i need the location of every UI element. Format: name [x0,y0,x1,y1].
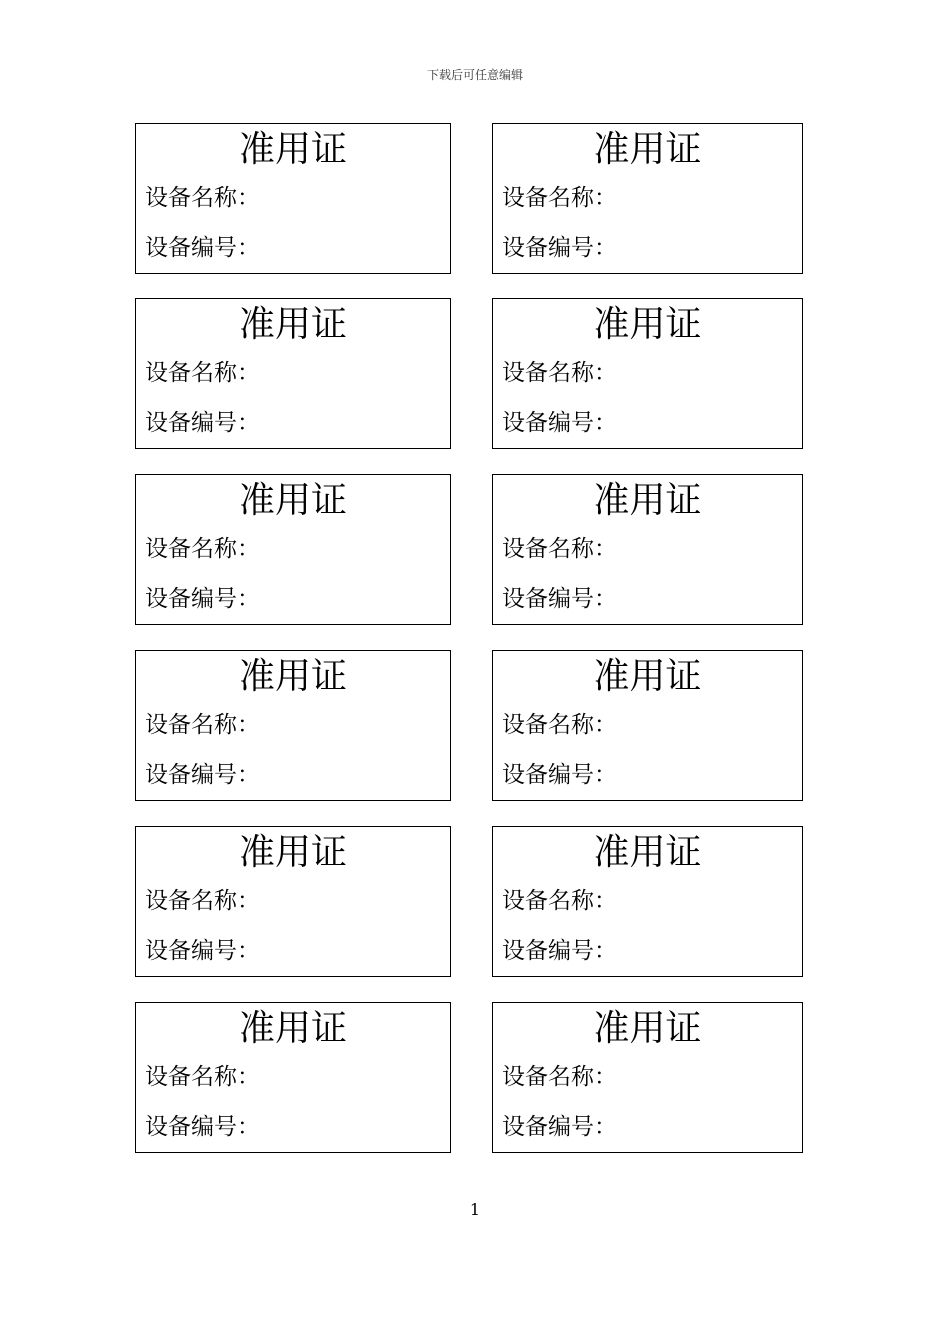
permit-title: 准用证 [593,129,702,170]
header-note: 下载后可任意编辑 [426,68,523,82]
device-name-label: 设备名称： [145,1064,260,1090]
device-name-label: 设备名称： [502,536,617,562]
permit-title: 准用证 [238,1008,347,1049]
device-number-label: 设备编号： [145,586,260,612]
device-name-label: 设备名称： [502,360,617,386]
device-name-label: 设备名称： [502,1064,617,1090]
permit-card [135,123,451,274]
device-number-label: 设备编号： [502,1114,617,1140]
device-name-label: 设备名称： [145,536,260,562]
device-name-label: 设备名称： [502,185,617,211]
device-number-label: 设备编号： [502,762,617,788]
device-number-label: 设备编号： [145,762,260,788]
permit-title: 准用证 [593,1008,702,1049]
device-number-label: 设备编号： [145,410,260,436]
device-name-label: 设备名称： [502,888,617,914]
permit-title: 准用证 [593,304,702,345]
device-number-label: 设备编号： [502,410,617,436]
permit-card [135,474,451,625]
permit-card [492,826,803,977]
permit-card [492,1002,803,1153]
permit-title: 准用证 [238,656,347,697]
permit-card [135,650,451,801]
permit-title: 准用证 [238,480,347,521]
device-name-label: 设备名称： [145,185,260,211]
device-name-label: 设备名称： [145,712,260,738]
device-number-label: 设备编号： [145,1114,260,1140]
device-number-label: 设备编号： [502,586,617,612]
permit-card [492,474,803,625]
device-name-label: 设备名称： [145,360,260,386]
permit-title: 准用证 [593,656,702,697]
device-number-label: 设备编号： [145,235,260,261]
device-number-label: 设备编号： [502,938,617,964]
permit-title: 准用证 [593,480,702,521]
permit-title: 准用证 [593,832,702,873]
permit-card [135,1002,451,1153]
permit-card [135,826,451,977]
device-name-label: 设备名称： [502,712,617,738]
device-number-label: 设备编号： [145,938,260,964]
device-number-label: 设备编号： [502,235,617,261]
permit-card [135,298,451,449]
permit-card [492,298,803,449]
permit-card [492,650,803,801]
device-name-label: 设备名称： [145,888,260,914]
permit-title: 准用证 [238,129,347,170]
page-number: 1 [469,1200,481,1219]
permit-title: 准用证 [238,304,347,345]
permit-card [492,123,803,274]
permit-title: 准用证 [238,832,347,873]
